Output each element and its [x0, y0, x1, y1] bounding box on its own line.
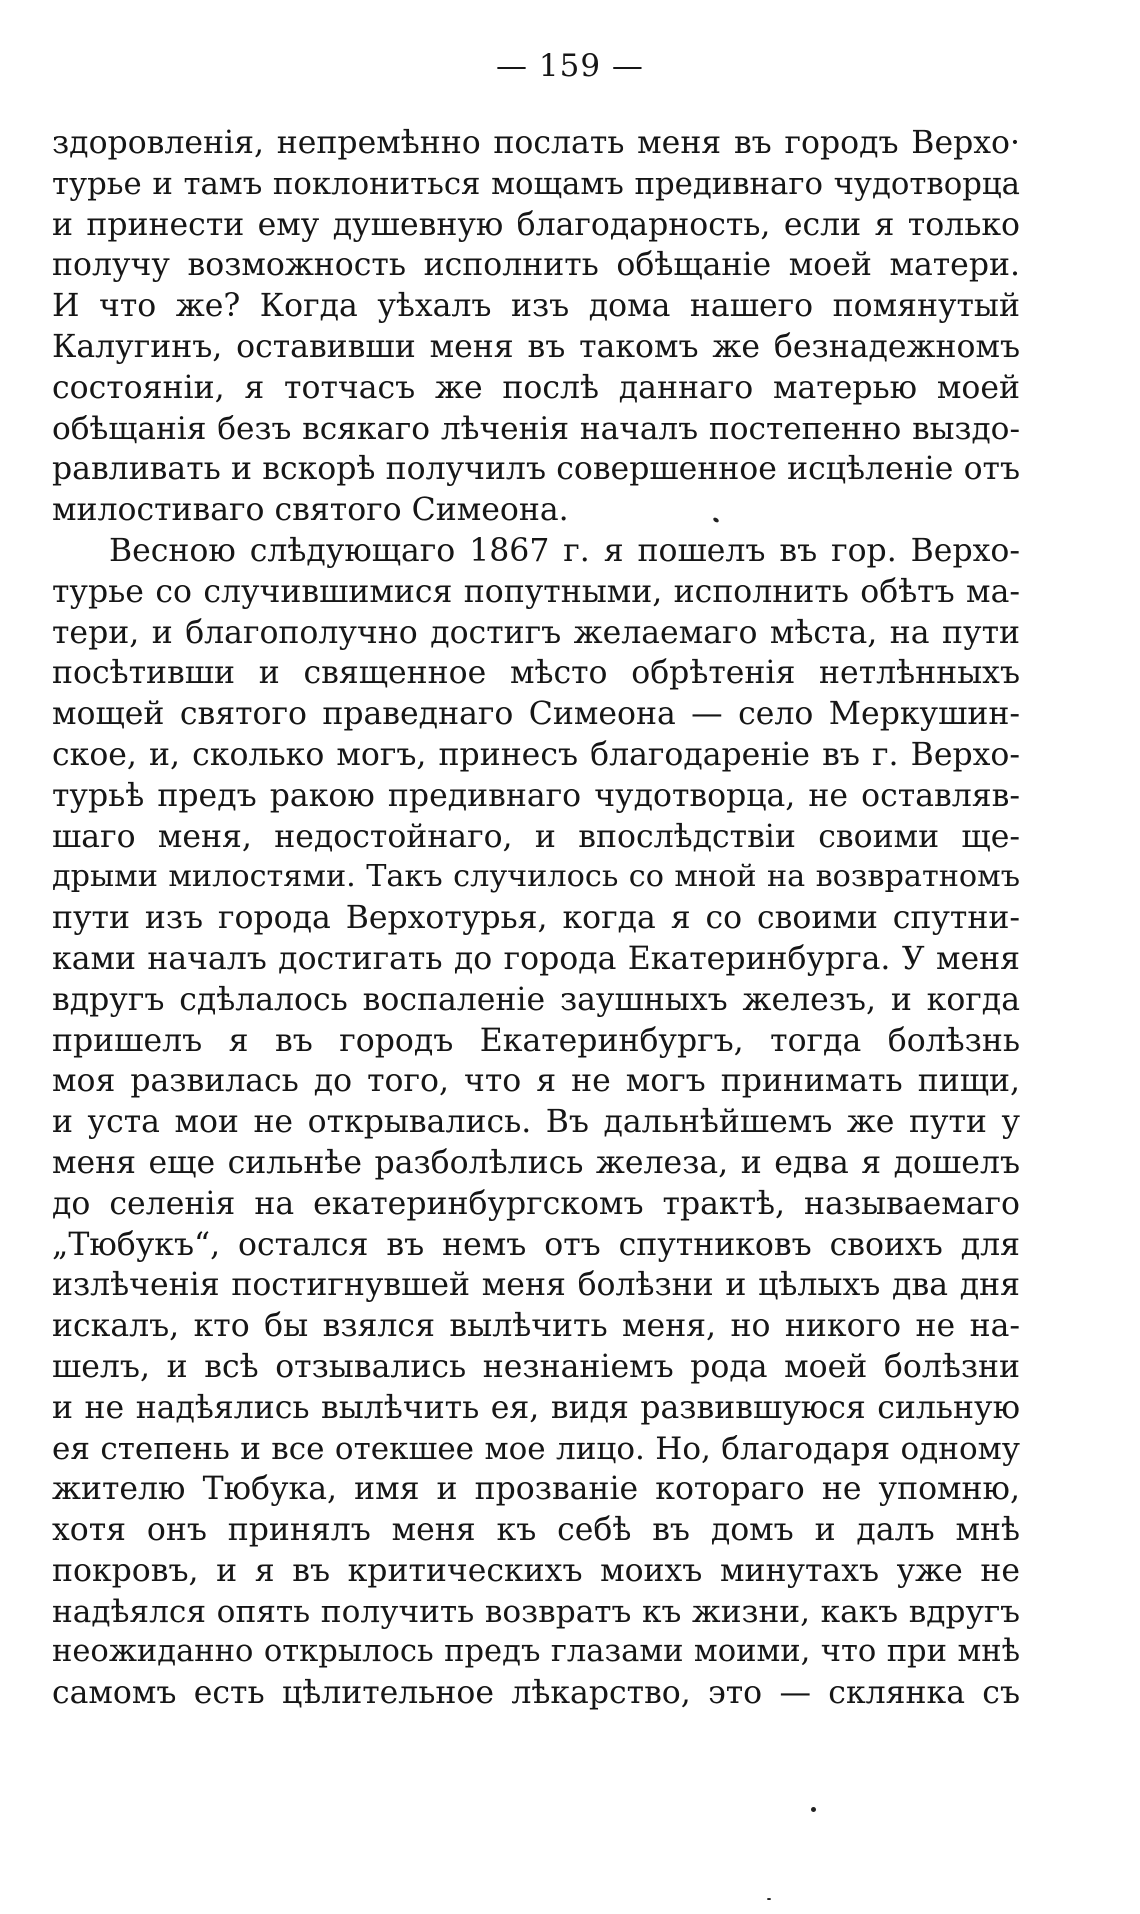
text-line: ское, и, сколько могъ, принесъ благодареніе въ г. Верхо-: [52, 736, 1020, 773]
text-line: и принести ему душевную благодарность, если я только: [52, 206, 1020, 243]
text-line: Калугинъ, оставивши меня въ такомъ же безнадежномъ: [52, 328, 1020, 365]
text-line: турье со случившимися попутными, исполнить обѣтъ ма-: [52, 573, 1020, 610]
ink-speck: [767, 1898, 771, 1900]
text-line: состояніи, я тотчасъ же послѣ даннаго матерью моей: [52, 369, 1020, 406]
text-line: пришелъ я въ городъ Екатеринбургъ, тогда болѣзнь: [52, 1022, 1020, 1059]
text-line: получу возможность исполнить обѣщаніе моей матери.: [52, 247, 1020, 284]
text-line: до селенія на екатеринбургскомъ трактѣ, называемаго: [52, 1185, 1020, 1222]
text-line: излѣченія постигнувшей меня болѣзни и цѣлыхъ два дня: [52, 1267, 1020, 1304]
text-line: вдругъ сдѣлалось воспаленіе заушныхъ железъ, и когда: [52, 981, 1020, 1018]
text-line: турьѣ предъ ракою предивнаго чудотворца, не оставляв-: [52, 777, 1020, 814]
text-line: дрыми милостями. Такъ случилось со мной на возвратномъ: [52, 859, 1020, 895]
text-line: здоровленія, непремѣнно послать меня въ городъ Верхо·: [52, 125, 1020, 161]
text-line: мощей святого праведнаго Симеона — село Меркушин-: [52, 696, 1020, 733]
text-line: пути изъ города Верхотурья, когда я со своими спутни-: [52, 900, 1020, 937]
text-line: обѣщанія безъ всякаго лѣченія началъ постепенно выздо-: [52, 410, 1020, 447]
text-line: И что же? Когда уѣхалъ изъ дома нашего помянутый: [52, 288, 1020, 325]
text-line: моя развилась до того, что я не могъ принимать пищи,: [52, 1063, 1020, 1100]
text-line: жителю Тюбука, имя и прозваніе котораго не упомню,: [52, 1471, 1020, 1508]
text-line: равливать и вскорѣ получилъ совершенное исцѣленіе отъ: [52, 451, 1020, 488]
ink-speck: [811, 1807, 816, 1812]
text-line: меня еще сильнѣе разболѣлись железа, и едва я дошелъ: [52, 1144, 1020, 1181]
text-line: Весною слѣдующаго 1867 г. я пошелъ въ гор. Верхо-: [109, 532, 1020, 569]
text-line: посѣтивши и священное мѣсто обрѣтенія нетлѣнныхъ: [52, 655, 1020, 692]
text-line: самомъ есть цѣлительное лѣкарство, это — склянка съ: [52, 1675, 1020, 1712]
text-line: „Тюбукъ“, остался въ немъ отъ спутниковъ своихъ для: [52, 1226, 1020, 1263]
text-line: и уста мои не открывались. Въ дальнѣйшемъ же пути у: [52, 1104, 1020, 1141]
page-number: — 159 —: [496, 48, 644, 84]
text-line: ея степень и все отекшее мое лицо. Но, благодаря одному: [52, 1430, 1020, 1467]
text-line: тери, и благополучно достигъ желаемаго мѣста, на пути: [52, 614, 1020, 651]
text-line: шелъ, и всѣ отзывались незнаніемъ рода моей болѣзни: [52, 1348, 1020, 1385]
text-line: и не надѣялись вылѣчить ея, видя развившуюся сильную: [52, 1389, 1020, 1426]
text-line: шаго меня, недостойнаго, и впослѣдствіи своими ще-: [52, 818, 1020, 855]
text-line: надѣялся опять получить возвратъ къ жизни, какъ вдругъ: [52, 1593, 1020, 1630]
body-text: [52, 123, 1020, 1714]
text-line: покровъ, и я въ критическихъ моихъ минутахъ уже не: [52, 1552, 1020, 1589]
text-line: искалъ, кто бы взялся вылѣчить меня, но никого не на-: [52, 1308, 1020, 1345]
text-line: неожиданно открылось предъ глазами моими, что при мнѣ: [52, 1634, 1020, 1670]
text-line: ками началъ достигать до города Екатеринбурга. У меня: [52, 940, 1020, 977]
text-line: милостиваго святого Симеона.: [52, 492, 569, 529]
text-line: турье и тамъ поклониться мощамъ предивнаго чудотворца: [52, 165, 1020, 202]
text-line: хотя онъ принялъ меня къ себѣ въ домъ и далъ мнѣ: [52, 1512, 1020, 1549]
